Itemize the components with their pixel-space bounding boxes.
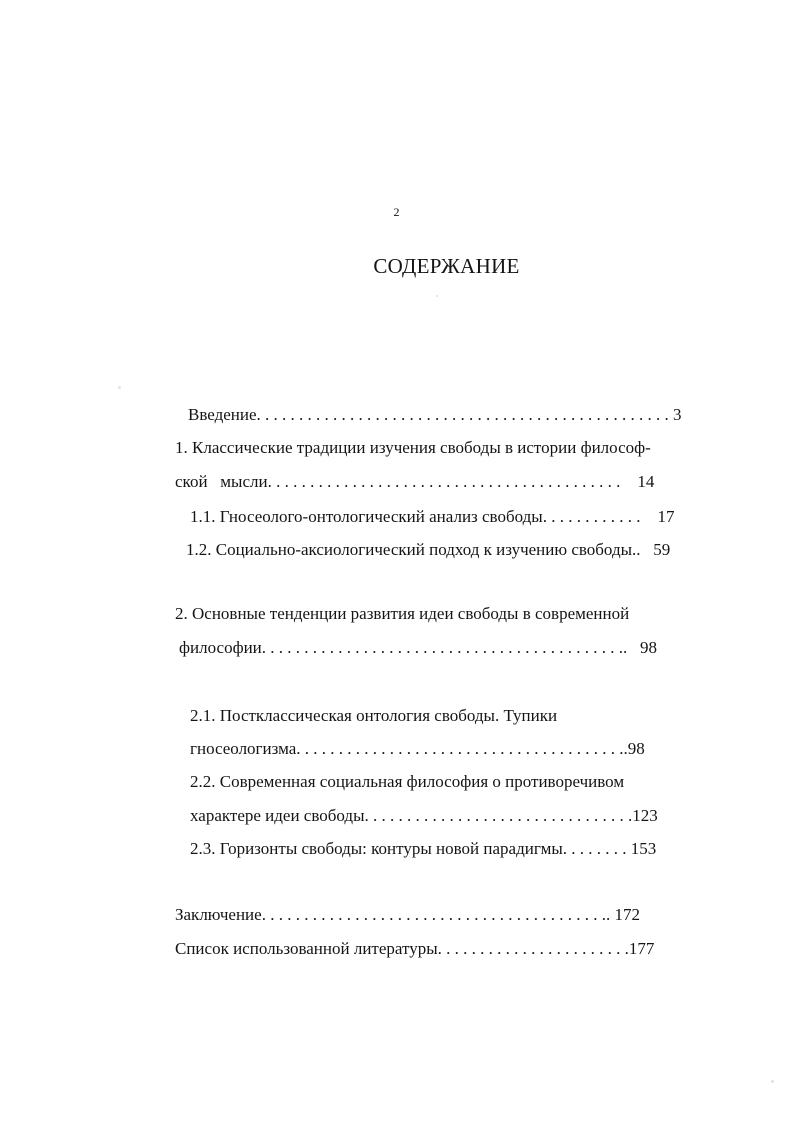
toc-entry-section-2-1-line-1: 2.1. Постклассическая онтология свободы. Тупики bbox=[190, 706, 558, 725]
toc-entry-section-2-1-line-2: гносеологизма. . . . . . . . . . . . . . . . . . . . . . . . . . . . . . . . . . . . . . ..98 bbox=[190, 739, 645, 758]
page-number: 2 bbox=[393, 205, 400, 219]
toc-entry-chapter-1-line-1: 1. Классические традиции изучения свободы в истории философ- bbox=[175, 438, 651, 457]
toc-entry-chapter-2-line-2: философии. . . . . . . . . . . . . . . . . . . . . . . . . . . . . . . . . . . . . . . . . . .. 98 bbox=[179, 638, 658, 657]
toc-entry-bibliography: Список использованной литературы. . . . . . . . . . . . . . . . . . . . . . .177 bbox=[175, 939, 655, 958]
toc-entry-section-2-2-line-1: 2.2. Современная социальная философия о противоречивом bbox=[190, 772, 625, 791]
page-title: СОДЕРЖАНИЕ bbox=[373, 254, 520, 278]
scan-speck bbox=[771, 1080, 774, 1083]
toc-entry-introduction: Введение. . . . . . . . . . . . . . . . . . . . . . . . . . . . . . . . . . . . . . . . . . . . . . . . . 3 bbox=[188, 405, 682, 424]
toc-entry-conclusion: Заключение. . . . . . . . . . . . . . . . . . . . . . . . . . . . . . . . . . . . . . . . .. 172 bbox=[175, 905, 640, 924]
toc-entry-section-2-2-line-2: характере идеи свободы. . . . . . . . . . . . . . . . . . . . . . . . . . . . . . . .123 bbox=[190, 806, 658, 825]
toc-entry-chapter-2-line-1: 2. Основные тенденции развития идеи свободы в современной bbox=[175, 604, 630, 623]
toc-entry-section-1-1: 1.1. Гносеолого-онтологический анализ свободы. . . . . . . . . . . . 17 bbox=[190, 507, 675, 526]
toc-entry-section-2-3: 2.3. Горизонты свободы: контуры новой парадигмы. . . . . . . . 153 bbox=[190, 839, 657, 858]
toc-entry-section-1-2: 1.2. Социально-аксиологический подход к изучению свободы.. 59 bbox=[186, 540, 671, 559]
toc-entry-chapter-1-line-2: ской мысли. . . . . . . . . . . . . . . . . . . . . . . . . . . . . . . . . . . . . . . . . . 14 bbox=[175, 472, 655, 491]
scan-speck bbox=[118, 386, 121, 389]
scan-speck bbox=[436, 295, 438, 297]
